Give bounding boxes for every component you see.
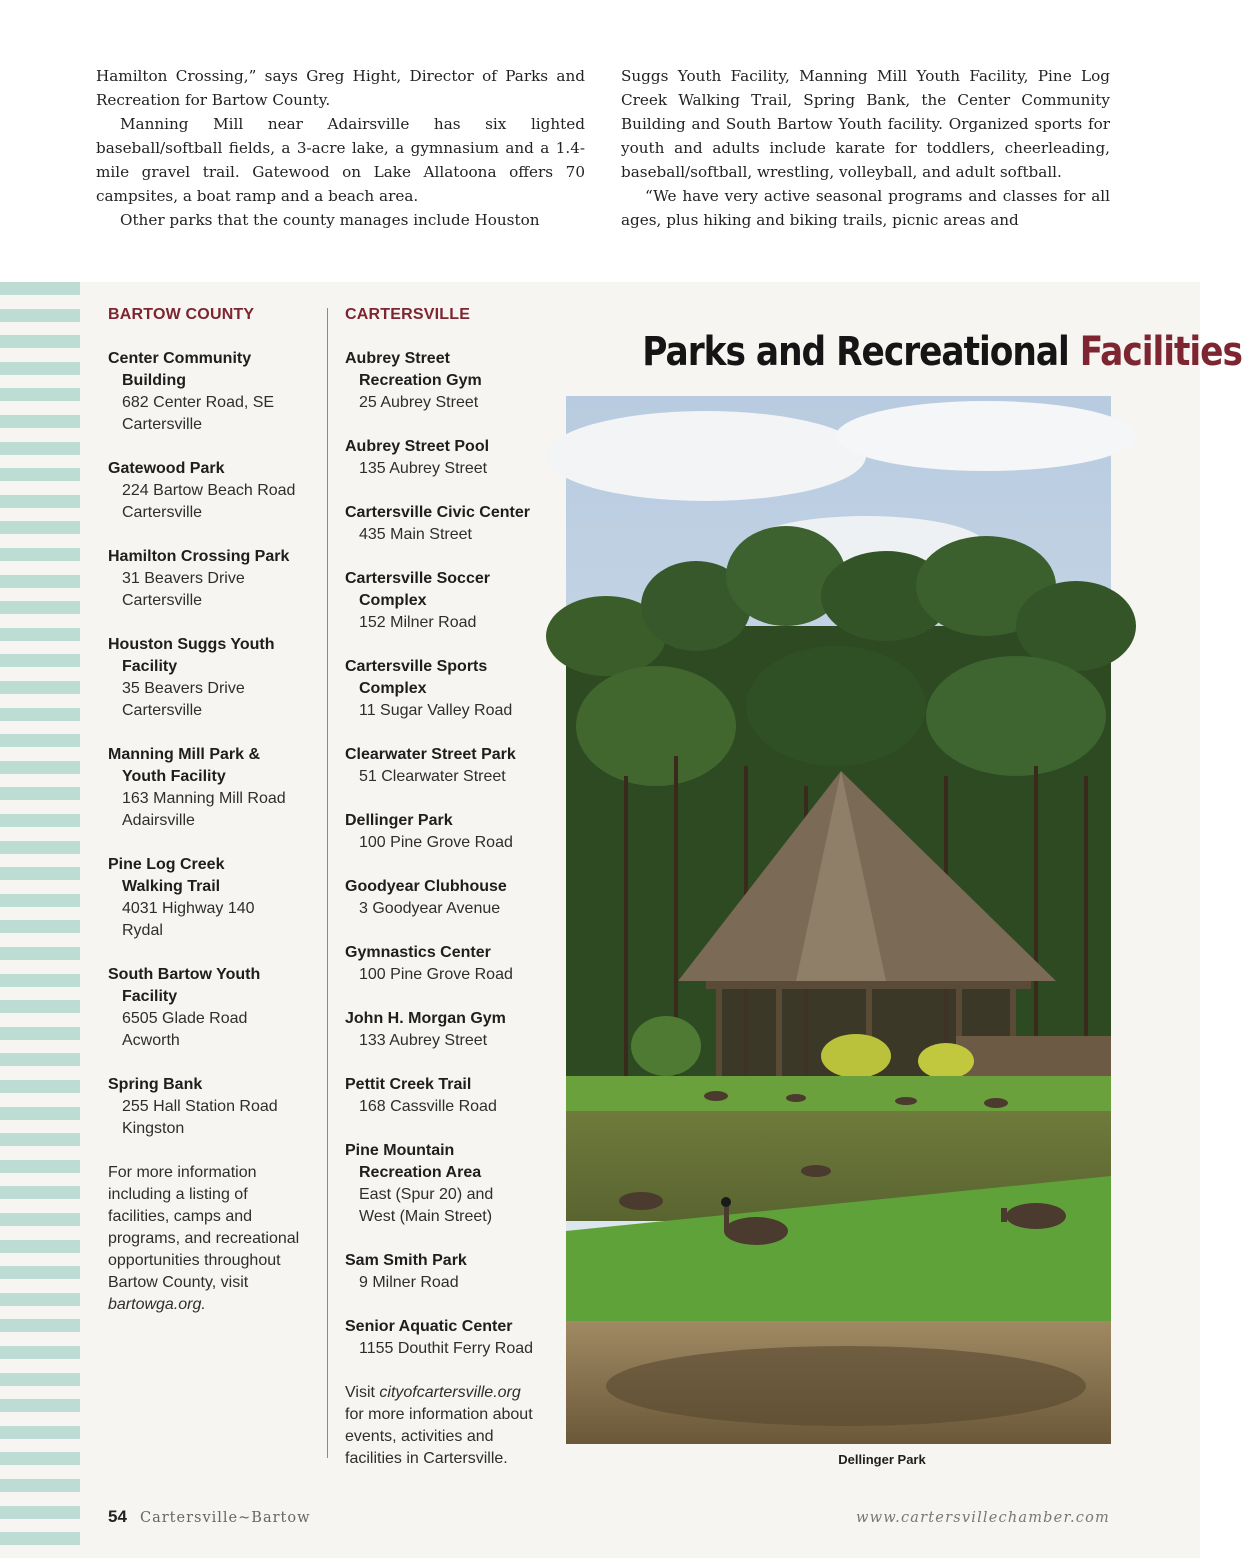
stripe xyxy=(0,841,80,854)
note-line: For more information xyxy=(108,1164,257,1181)
stripe xyxy=(0,442,80,455)
facility-name: South Bartow Youth xyxy=(108,966,261,983)
section-heading-cartersville: CARTERSVILLE xyxy=(345,306,471,323)
facility-name: Complex xyxy=(359,592,427,609)
note-line: for more information about xyxy=(345,1406,533,1423)
stripe xyxy=(0,947,80,960)
stripe xyxy=(0,601,80,614)
stripe xyxy=(0,654,80,667)
facility-address: 135 Aubrey Street xyxy=(359,460,488,477)
facility-name: Gymnastics Center xyxy=(345,944,491,961)
facility-address: 224 Bartow Beach Road xyxy=(122,482,296,499)
stripe xyxy=(0,548,80,561)
facility-address: 163 Manning Mill Road xyxy=(122,790,286,807)
facility-name: Recreation Gym xyxy=(359,372,482,389)
facility-entry xyxy=(345,436,560,480)
facility-address: East (Spur 20) and xyxy=(359,1186,494,1203)
facility-address: 435 Main Street xyxy=(359,526,472,543)
bartow-more-info xyxy=(108,1162,323,1316)
facility-entry xyxy=(345,876,560,920)
note-prefix: Visit xyxy=(345,1384,380,1401)
stripe xyxy=(0,1532,80,1545)
facility-address: 168 Cassville Road xyxy=(359,1098,497,1115)
stripe xyxy=(0,894,80,907)
facility-name: Spring Bank xyxy=(108,1076,203,1093)
article-paragraph: Manning Mill near Adairsville has six lighted baseball/softball fields, a 3-acre lake, a gymnasium and a 1.4-mile gravel trail. Gatewood on Lake Allatoona offers 70 campsites, a boat ramp and a beach area. xyxy=(96,115,585,205)
stripe xyxy=(0,309,80,322)
facility-entry xyxy=(345,568,560,634)
note-line: events, activities and xyxy=(345,1428,494,1445)
facility-address: 255 Hall Station Road xyxy=(122,1098,278,1115)
cartersville-more-info xyxy=(345,1382,560,1470)
facility-entry xyxy=(345,1250,560,1294)
stripe xyxy=(0,335,80,348)
stripe xyxy=(0,867,80,880)
stripe xyxy=(0,1479,80,1492)
facility-address: Cartersville xyxy=(122,702,203,719)
facility-address: 682 Center Road, SE xyxy=(122,394,275,411)
stripe xyxy=(0,1080,80,1093)
facility-name: Manning Mill Park & xyxy=(108,746,261,763)
facility-name: Facility xyxy=(122,988,178,1005)
note-line: Bartow County, visit xyxy=(108,1274,249,1291)
facility-name: Houston Suggs Youth xyxy=(108,636,275,653)
stripe xyxy=(0,1399,80,1412)
note-line: opportunities throughout xyxy=(108,1252,281,1269)
note-line: including a listing of xyxy=(108,1186,248,1203)
facility-entry xyxy=(345,1316,560,1360)
stripe xyxy=(0,362,80,375)
facility-name: Pettit Creek Trail xyxy=(345,1076,472,1093)
facility-name: Dellinger Park xyxy=(345,812,453,829)
stripe xyxy=(0,1426,80,1439)
article-paragraph: “We have very active seasonal programs and classes for all ages, plus hiking and biking trails, picnic areas and xyxy=(621,187,1110,229)
facility-name: Cartersville Civic Center xyxy=(345,504,530,521)
cartersville-list xyxy=(345,304,560,1470)
stripe xyxy=(0,415,80,428)
facility-name: Sam Smith Park xyxy=(345,1252,467,1269)
facility-address: Cartersville xyxy=(122,416,203,433)
facility-entry xyxy=(345,810,560,854)
footer-website[interactable]: www.cartersvillechamber.com xyxy=(856,1510,1110,1526)
facility-address: Adairsville xyxy=(122,812,195,829)
facility-name: Youth Facility xyxy=(122,768,226,785)
stripe xyxy=(0,628,80,641)
facility-entry xyxy=(108,634,323,722)
facility-address: 100 Pine Grove Road xyxy=(359,834,513,851)
stripe xyxy=(0,1133,80,1146)
facility-name: Facility xyxy=(122,658,178,675)
facility-address: 31 Beavers Drive xyxy=(122,570,245,587)
facility-address: Kingston xyxy=(122,1120,185,1137)
stripe xyxy=(0,1053,80,1066)
article-column-right xyxy=(621,64,1110,232)
facility-entry xyxy=(108,744,323,832)
stripe xyxy=(0,681,80,694)
stripe xyxy=(0,708,80,721)
facility-entry xyxy=(108,348,323,436)
facility-address: 51 Clearwater Street xyxy=(359,768,506,785)
facility-entry xyxy=(345,1008,560,1052)
stripe xyxy=(0,468,80,481)
stripe xyxy=(0,974,80,987)
article-paragraph: Suggs Youth Facility, Manning Mill Youth Facility, Pine Log Creek Walking Trail, Spring Bank, the Center Community Building and South Bartow Youth facility. Organized sports for youth and adults include karate for toddlers, cheerleading, baseball/softball, wrestling, volleyball, and adult softball. xyxy=(621,67,1110,181)
article-paragraph: Other parks that the county manages include Houston xyxy=(120,211,540,229)
facility-entry xyxy=(108,1074,323,1140)
page-title xyxy=(642,326,1242,378)
facility-name: Goodyear Clubhouse xyxy=(345,878,507,895)
title-main: Parks and Recreational xyxy=(642,329,1069,375)
stripe xyxy=(0,1027,80,1040)
facility-address: 25 Aubrey Street xyxy=(359,394,479,411)
stripe xyxy=(0,1213,80,1226)
article-paragraph: Hamilton Crossing,” says Greg Hight, Director of Parks and Recreation for Bartow County. xyxy=(96,67,585,109)
facility-address: 6505 Glade Road xyxy=(122,1010,248,1027)
facility-address: 133 Aubrey Street xyxy=(359,1032,488,1049)
park-photo xyxy=(566,396,1111,1444)
note-line: facilities, camps and xyxy=(108,1208,253,1225)
facility-entry xyxy=(345,656,560,722)
stripe xyxy=(0,1160,80,1173)
stripe xyxy=(0,1000,80,1013)
facility-address: Cartersville xyxy=(122,504,203,521)
stripe xyxy=(0,1293,80,1306)
facility-name: Pine Mountain xyxy=(345,1142,455,1159)
note-line: programs, and recreational xyxy=(108,1230,300,1247)
note-line: facilities in Cartersville. xyxy=(345,1450,508,1467)
stripe xyxy=(0,1107,80,1120)
stripe xyxy=(0,521,80,534)
facility-entry xyxy=(345,502,560,546)
facilities-panel xyxy=(0,282,1242,1558)
decorative-stripes xyxy=(0,282,80,1558)
facility-entry xyxy=(345,1074,560,1118)
facility-name: Gatewood Park xyxy=(108,460,225,477)
facility-name: John H. Morgan Gym xyxy=(345,1010,506,1027)
facility-address: 35 Beavers Drive xyxy=(122,680,245,697)
facility-name: Center Community xyxy=(108,350,252,367)
stripe xyxy=(0,1266,80,1279)
facility-name: Cartersville Sports xyxy=(345,658,488,675)
facility-address: Cartersville xyxy=(122,592,203,609)
facility-entry xyxy=(108,854,323,942)
publication-name: Cartersville~Bartow xyxy=(140,1510,311,1526)
stripe xyxy=(0,1240,80,1253)
cartersville-website-link[interactable]: cityofcartersville.org xyxy=(379,1384,521,1401)
section-heading-bartow: BARTOW COUNTY xyxy=(108,306,255,323)
facility-entry xyxy=(345,744,560,788)
facility-address: 152 Milner Road xyxy=(359,614,477,631)
article-column-left xyxy=(96,64,585,232)
facility-entry xyxy=(345,348,560,414)
facility-name: Recreation Area xyxy=(359,1164,482,1181)
facility-name: Pine Log Creek xyxy=(108,856,225,873)
facility-name: Aubrey Street Pool xyxy=(345,438,490,455)
stripe xyxy=(0,920,80,933)
bartow-website-link[interactable]: bartowga.org. xyxy=(108,1296,206,1313)
facility-address: 3 Goodyear Avenue xyxy=(359,900,501,917)
facility-entry xyxy=(108,964,323,1052)
facility-name: Walking Trail xyxy=(122,878,221,895)
facility-entry xyxy=(108,546,323,612)
stripe xyxy=(0,787,80,800)
facility-name: Cartersville Soccer xyxy=(345,570,490,587)
stripe xyxy=(0,1319,80,1332)
stripe xyxy=(0,1452,80,1465)
facility-address: Rydal xyxy=(122,922,163,939)
stripe xyxy=(0,575,80,588)
stripe xyxy=(0,1373,80,1386)
stripe xyxy=(0,1346,80,1359)
facility-name: Aubrey Street xyxy=(345,350,450,367)
facility-name: Senior Aquatic Center xyxy=(345,1318,513,1335)
facility-address: 100 Pine Grove Road xyxy=(359,966,513,983)
facility-entry xyxy=(345,1140,560,1228)
stripe xyxy=(0,388,80,401)
facility-address: 9 Milner Road xyxy=(359,1274,459,1291)
facility-address: Acworth xyxy=(122,1032,180,1049)
stripe xyxy=(0,495,80,508)
stripe xyxy=(0,814,80,827)
page-number: 54 xyxy=(108,1507,127,1526)
photo-caption: Dellinger Park xyxy=(838,1452,926,1467)
stripe xyxy=(0,734,80,747)
stripe xyxy=(0,1186,80,1199)
facility-address: West (Main Street) xyxy=(359,1208,493,1225)
facility-address: 4031 Highway 140 xyxy=(122,900,255,917)
stripe xyxy=(0,761,80,774)
column-divider xyxy=(327,308,328,1458)
stripe xyxy=(0,1506,80,1519)
facility-entry xyxy=(345,942,560,986)
facility-address: 1155 Douthit Ferry Road xyxy=(359,1340,534,1357)
facility-name: Hamilton Crossing Park xyxy=(108,548,290,565)
stripe xyxy=(0,282,80,295)
facility-entry xyxy=(108,458,323,524)
facility-address: 11 Sugar Valley Road xyxy=(359,702,513,719)
facility-name: Clearwater Street Park xyxy=(345,746,516,763)
bartow-county-list xyxy=(108,304,323,1316)
article-text xyxy=(0,0,1200,282)
facility-name: Complex xyxy=(359,680,427,697)
title-accent: Facilities xyxy=(1079,329,1242,375)
facility-name: Building xyxy=(122,372,186,389)
